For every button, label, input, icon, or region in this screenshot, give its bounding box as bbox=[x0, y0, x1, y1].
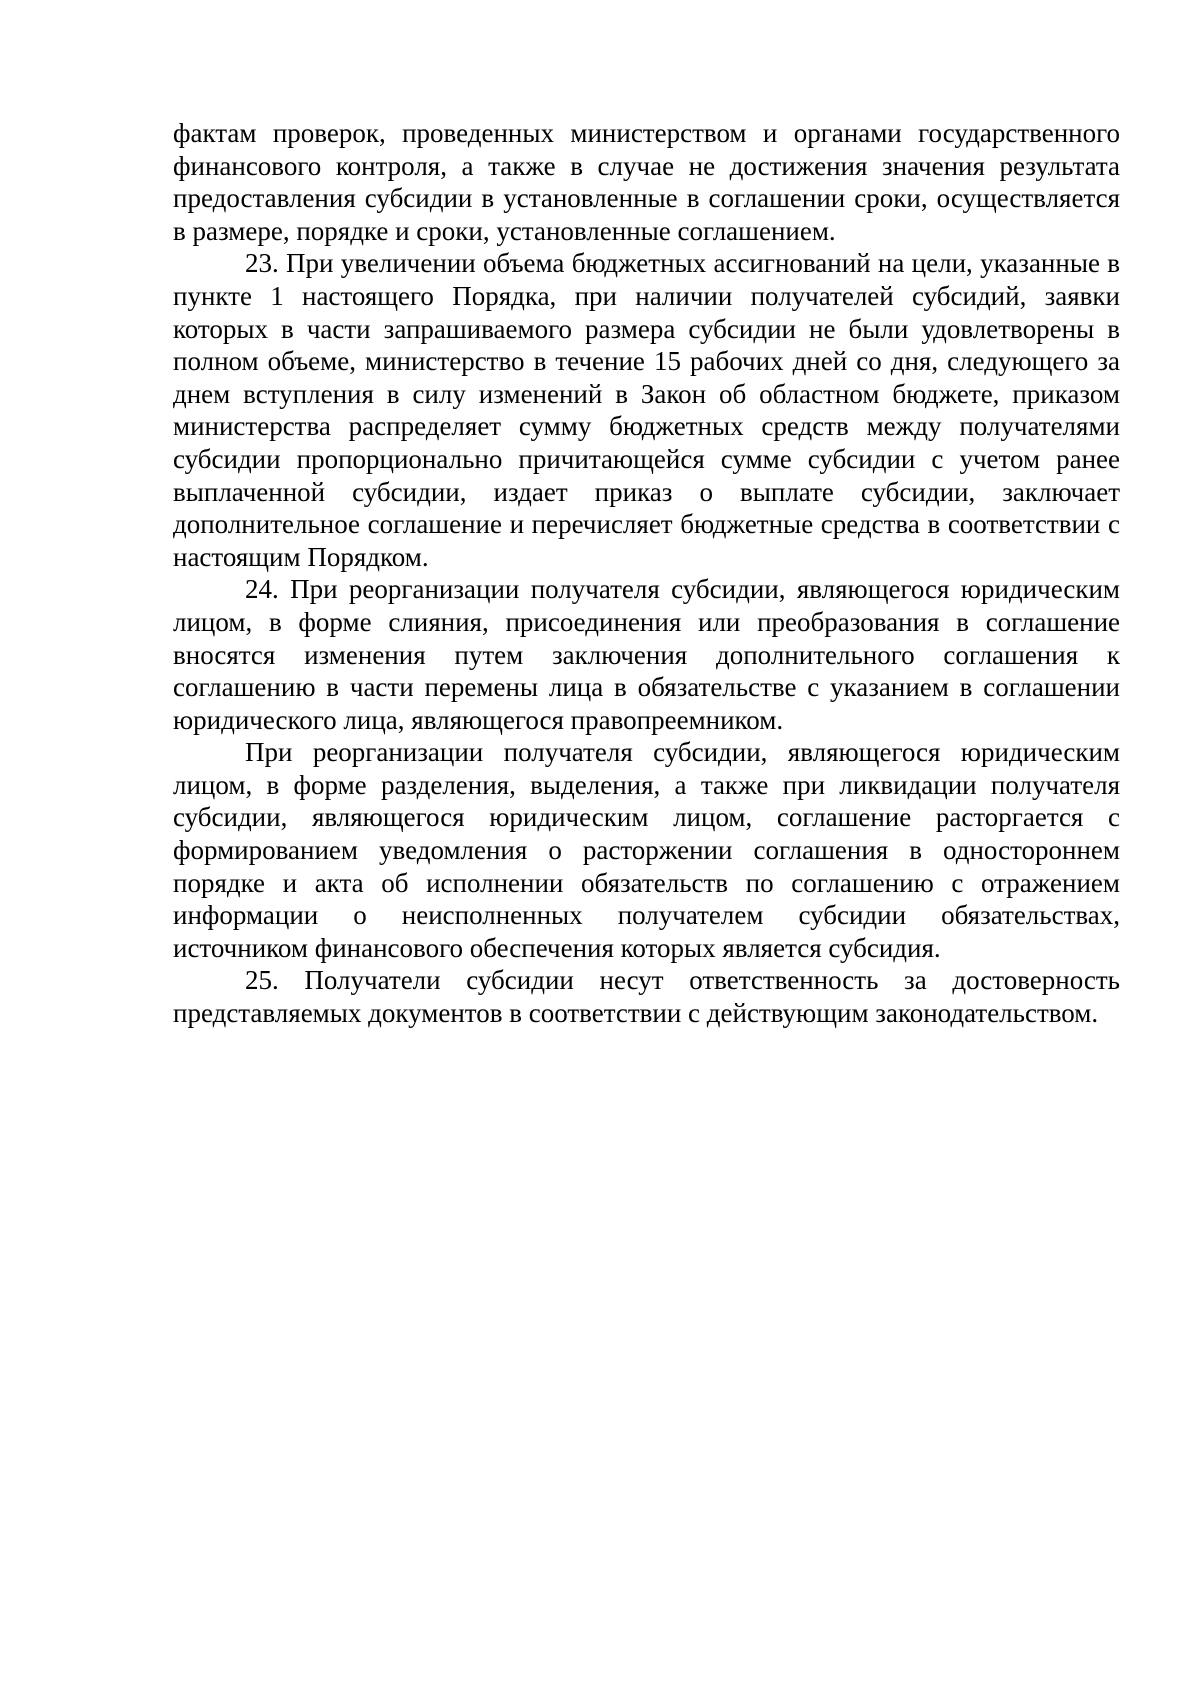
paragraph-item-24: 24. При реорганизации получателя субсидии, являющегося юридическим лицом, в форме слияния, присоединения или преобразования в соглашение вносятся изменения путем заключения дополнительного соглашения к соглашению в части перемены лица в обязательстве с указанием в соглашении юридического лица, являющегося правопреемником. bbox=[173, 574, 1120, 735]
paragraph-item-24-reorganization: При реорганизации получателя субсидии, являющегося юридическим лицом, в форме разделения, выделения, а также при ликвидации получателя субсидии, являющегося юридическим лицом, соглашение расторгается с формированием уведомления о расторжении соглашения в одностороннем порядке и акта об исполнении обязательств по соглашению с отражением информации о неисполненных получателем субсидии обязательствах, источником финансового обеспечения которых является субсидия. bbox=[173, 737, 1120, 963]
paragraph-continuation: фактам проверок, проведенных министерством и органами государственного финансового контроля, а также в случае не достижения значения результата предоставления субсидии в установленные в соглашении сроки, осуществляется в размере, порядке и сроки, установленные соглашением. bbox=[173, 118, 1120, 246]
paragraph-item-23: 23. При увеличении объема бюджетных ассигнований на цели, указанные в пункте 1 настоящего Порядка, при наличии получателей субсидий, заявки которых в части запрашиваемого размера субсидии не были удовлетворены в полном объеме, министерство в течение 15 рабочих дней со дня, следующего за днем вступления в силу изменений в Закон об областном бюджете, приказом министерства распределяет сумму бюджетных средств между получателями субсидии пропорционально причитающейся сумме субсидии с учетом ранее выплаченной субсидии, издает приказ о выплате субсидии, заключает дополнительное соглашение и перечисляет бюджетные средства в соответствии с настоящим Порядком. bbox=[173, 248, 1120, 572]
document-body bbox=[173, 117, 1120, 1030]
paragraph-item-25: 25. Получатели субсидии несут ответственность за достоверность представляемых документов в соответствии с действующим законодательством. bbox=[173, 965, 1120, 1029]
